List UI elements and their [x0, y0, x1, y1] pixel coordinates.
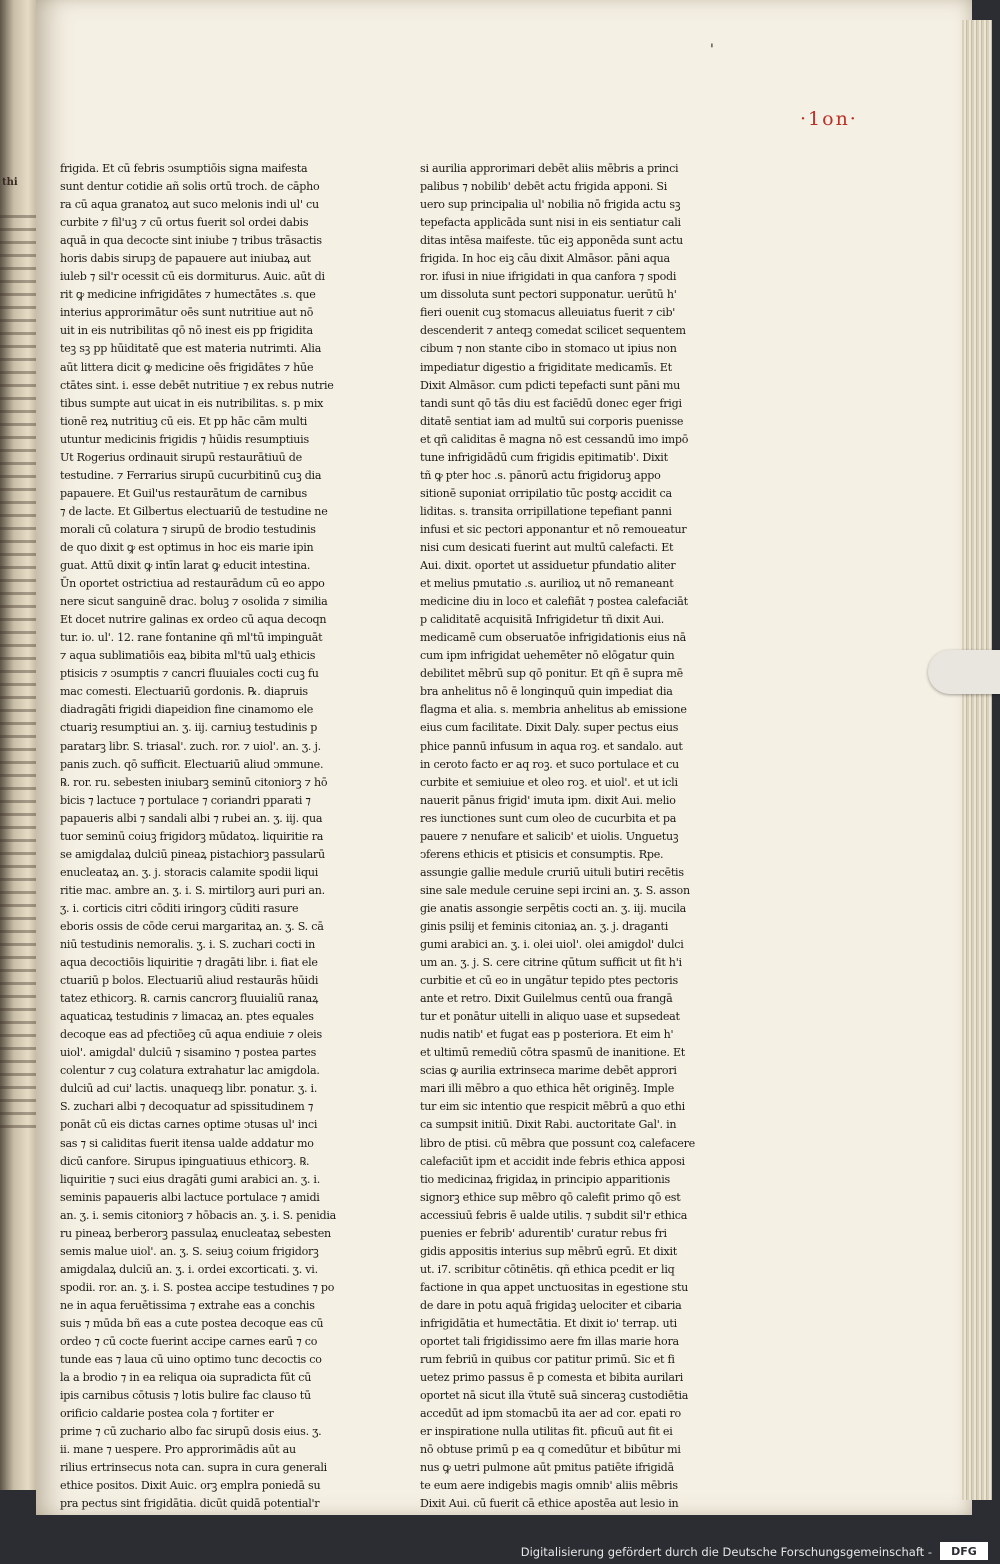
text-line: aquaticaꝝ testudinis ⁊ limacaꝝ an. ptes equales	[60, 1010, 314, 1024]
margin-mark: '	[710, 42, 714, 58]
text-line: an. ʒ. i. semis citoniorꝫ ⁊ hōbacis an. ʒ. i. S. penidia	[60, 1208, 337, 1222]
text-line: paratarꝫ libr. S. triasal'. zuch. ror. ⁊ uiol'. an. ʒ. j.	[60, 739, 321, 753]
text-line: tunde eas ⁊ laua cū uino optimo tunc decoctis co	[60, 1353, 322, 1367]
text-line: ctuariꝫ resumptiui an. ʒ. iij. carniuꝫ testudinis p	[60, 721, 318, 735]
text-line: infusi et sic pectori apponantur et nō remoueatur	[420, 522, 687, 536]
text-line: Dixit Almāsor. cum pdicti tepefacti sunt pāni mu	[420, 378, 681, 392]
text-line: flagma et alia. s. membria anhelitus ab emissione	[420, 703, 687, 717]
text-line: ror. ifusi in niue ifrigidati in qua canfora ⁊ spodi	[420, 270, 677, 284]
text-column-right	[420, 160, 722, 1532]
text-line: rilius ertrinsecus nota can. supra in cura generali	[60, 1461, 327, 1475]
text-line: ponāt cū eis dictas carnes optime ↄtusas ul' inci	[60, 1118, 318, 1132]
text-line: aquā in qua decocte sint iniube ⁊ tribus trāsactis	[60, 234, 322, 248]
text-line: accessiuū febris ē ualde utilis. ⁊ subdit sil'r ethica	[420, 1208, 688, 1222]
text-line: ditatē sentiat iam ad multū sui corporis puenisse	[420, 414, 684, 428]
text-line: panis zuch. qō sufficit. Electuariū aliud ↄmmune.	[60, 757, 324, 771]
text-column-left	[60, 160, 375, 1532]
text-line: ra cū aqua granatoꝝ aut suco melonis indi ul' cu	[60, 198, 319, 212]
text-line: ↄferens ethicis et ptisicis et consumptis. Rpe.	[420, 847, 664, 861]
text-line: sitionē suponiat orripilatio tūc postꝙ accidit ca	[420, 486, 672, 500]
text-line: Dixit Aui. cū fuerit cā ethice apostēa aut lesio in	[420, 1497, 679, 1511]
text-line: eboris ossis de cōde cerui margaritaꝝ an. ʒ. S. cā	[60, 919, 324, 933]
text-line: puenies er febrib' adurentib' curatur rebus fri	[420, 1226, 667, 1240]
page-stack-edges	[962, 20, 992, 1500]
text-line: ordeo ⁊ cū cocte fuerint accipe carnes earū ⁊ co	[60, 1335, 318, 1349]
text-line: papauere. Et Guil'us restaurātum de carnibus	[60, 486, 307, 500]
text-line: ctuariū p bolos. Electuariū aliud restaurās hūidi	[60, 974, 319, 988]
text-line: ⁊ de lacte. Et Gilbertus electuariū de testudine ne	[60, 504, 328, 518]
text-line: tñ ꝙ pter hoc .s. pānorū actu frigidoruꝫ appo	[420, 468, 661, 482]
text-line: nisi cum desicati fuerint aut multū calefacti. Et	[420, 540, 674, 554]
text-line: tune infrigidādū cum frigidis epitimatib'. Dixit	[420, 450, 668, 464]
text-line: tibus sumpte aut uicat in eis nutribilitas. s. p mix	[60, 396, 324, 410]
text-line: liquiritie ⁊ suci eius dragāti gumi arabici an. ʒ. i.	[60, 1172, 321, 1186]
text-line: sas ⁊ si caliditas fuerit itensa ualde addatur mo	[60, 1136, 314, 1150]
text-line: nō obtuse primū p ea q comedūtur et bibūtur mi	[420, 1443, 681, 1457]
text-line: ne in aqua feruētissima ⁊ extrahe eas a conchis	[60, 1298, 315, 1312]
text-line: curbite ⁊ fil'uꝫ ⁊ cū ortus fuerit sol ordei dabis	[60, 216, 309, 230]
text-line: bicis ⁊ lactuce ⁊ portulace ⁊ coriandri pparati ⁊	[60, 793, 311, 807]
text-line: cum ipm infrigidat uehemēter nō elōgatur quin	[420, 649, 675, 663]
text-line: uetez primo passus ē p comesta et bibita aurilari	[420, 1371, 684, 1385]
text-line: ptisicis ⁊ ↄsumptis ⁊ cancri fluuiales cocti cuꝫ fu	[60, 667, 319, 681]
text-line: debilitet mēbrū sup qō ponitur. Et qñ ē supra mē	[420, 667, 683, 681]
dfg-logo: DFG	[940, 1542, 988, 1560]
text-line: Ut Rogerius ordinauit sirupū restaurātiuū de	[60, 450, 302, 464]
text-line: semis malue uiol'. an. ʒ. S. seiuꝫ coium frigidorꝫ	[60, 1244, 319, 1258]
text-line: medicamē cum obseruatōe infrigidationis eius nā	[420, 631, 687, 645]
text-line: p caliditatē acquisitā Infrigidetur tñ dixit Aui.	[420, 613, 665, 627]
text-line: interius approrimātur oēs sunt nutritiue aut nō	[60, 306, 314, 320]
text-line: descenderit ⁊ anteqꝫ comedat scilicet sequentem	[420, 324, 686, 338]
text-line: amigdalaꝝ dulciū an. ʒ. i. ordei excorticati. ʒ. vi.	[60, 1262, 318, 1276]
text-line: eius cum facilitate. Dixit Daly. super pectus eius	[420, 721, 679, 735]
text-line: papaueris albi ⁊ sandali albi ⁊ rubei an. ʒ. iij. qua	[60, 811, 323, 825]
text-line: um dissoluta sunt pectori supponatur. uerūtū h'	[420, 288, 677, 302]
text-line: oportet nā sicut illa ṽtutē suā sinceraꝫ custodiētia	[420, 1389, 689, 1403]
text-line: nere sicut sanguinē drac. boluꝫ ⁊ osolida ⁊ similia	[60, 595, 328, 609]
text-line: tuor seminū coiuꝫ frigidorꝫ mūdatoꝝ. liquiritie ra	[60, 829, 324, 843]
text-line: Et docet nutrire galinas ex ordeo cū aqua decoqn	[60, 613, 327, 627]
text-line: ca sumpsit initiū. Dixit Rabi. auctoritate Gal'. in	[420, 1118, 677, 1132]
text-line: de dare in potu aquā frigidaꝫ uelociter et cibaria	[420, 1298, 682, 1312]
text-line: uero sup principalia ul' nobilia nō frigida actu sꝫ	[420, 198, 681, 212]
text-line: frigida. In hoc eiꝫ cāu dixit Almāsor. pāni aqua	[420, 252, 670, 266]
text-line: libro de ptisi. cū mēbra que possunt coꝝ calefacere	[420, 1136, 695, 1150]
text-line: nus ꝙ uetri pulmone aūt pmitus patiēte ifrigidā	[420, 1461, 674, 1475]
text-line: guat. Attū dixit ꝙ intīn larat ꝙ educit intestina.	[60, 559, 311, 573]
text-line: pra pectus sint frigidātia. dicūt quidā potential'r	[60, 1497, 320, 1511]
text-line: orificio caldarie postea cola ⁊ fortiter er	[60, 1407, 274, 1421]
text-line: ginis psilij et feminis citoniaꝝ an. ʒ. j. draganti	[420, 919, 669, 933]
text-line: mari illi mēbro a quo ethica hēt originēꝫ. Imple	[420, 1082, 675, 1096]
text-line: ctātes sint. i. esse debēt nutritiue ⁊ ex rebus nutrie	[60, 378, 334, 392]
text-line: la a brodio ⁊ in ea reliqua oia supradicta fūt cū	[60, 1371, 312, 1385]
text-line: colentur ⁊ cuꝫ colatura extrahatur lac amigdola.	[60, 1064, 320, 1078]
text-line: impediatur digestio a frigiditate medicamīs. Et	[420, 360, 672, 374]
text-line: calefaciūt ipm et accidit inde febris ethica apposi	[420, 1154, 685, 1168]
adjacent-page-text-lines	[0, 215, 36, 1135]
text-line: gie anatis assongie serpētis cocti an. ʒ. iij. mucila	[420, 901, 687, 915]
text-line: tepefacta applicāda sunt nisi in eis sentiatur cali	[420, 216, 681, 230]
adjacent-page-edge	[0, 0, 40, 1490]
text-line: seminis papaueris albi lactuce portulace ⁊ amidi	[60, 1190, 320, 1204]
text-line: ʒ. i. corticis citri cōditi iringorꝫ cūditi rasure	[60, 901, 299, 915]
text-line: diadragāti frigidi diapeidion fine cinamomo ele	[60, 703, 314, 717]
text-line: suis ⁊ mūda bñ eas a cute postea decoque eas cū	[60, 1317, 324, 1330]
text-line: sunt dentur cotidie añ solis ortū troch. de cāpho	[60, 180, 320, 194]
text-line: curbite et semiuiue et oleo roꝫ. et uiol'. et ut icli	[420, 775, 678, 789]
text-line: si aurilia approrimari debēt aliis mēbris a princi	[420, 162, 679, 175]
text-line: ditas intēsa maifeste. tūc eiꝫ apponēda sunt actu	[420, 234, 683, 248]
text-line: horis dabis sirupꝫ de papauere aut iniubaꝝ aut	[60, 252, 311, 266]
text-line: ℞. ror. ru. sebesten iniubarꝫ seminū citoniorꝫ ⁊ hō	[60, 775, 328, 789]
text-line: palibus ⁊ nobilib' debēt actu frigida apponi. Si	[420, 180, 668, 194]
folio-number: ·1on·	[800, 108, 858, 130]
text-line: ru pineaꝝ berberorꝫ passulaꝝ enucleataꝝ sebesten	[60, 1226, 331, 1240]
text-line: aūt littera dicit ꝙ medicine oēs frigidātes ⁊ hūe	[60, 360, 314, 374]
text-line: in cerоto facto er aq roꝫ. et suco portulace et cu	[420, 757, 679, 771]
text-line: tio medicinaꝝ frigidaꝝ in principio apparitionis	[420, 1172, 670, 1186]
text-line: bra anhelitus nō ē longinquū quin impediat dia	[420, 685, 673, 699]
footer-credit: Digitalisierung gefördert durch die Deutsche Forschungsgemeinschaft -	[520, 1545, 932, 1559]
text-line: rum febriū in quibus cor patitur primū. Sic et fi	[420, 1353, 675, 1367]
text-line: infrigidātia et humectātia. Et dixit io' terrap. uti	[420, 1317, 677, 1330]
text-line: tionē reꝝ nutritiuꝫ cū eis. Et pp hāc cām multi	[60, 414, 308, 428]
text-line: te eum aere indigebis magis omnib' aliis mēbris	[420, 1479, 678, 1493]
text-line: Ūn oportet ostrictiua ad restaurādum cū eo appo	[60, 577, 325, 591]
text-line: et qñ caliditas ē magna nō est cessandū imo impō	[420, 432, 689, 446]
text-line: iuleb ⁊ sil'r ocessit cū eis dormiturus. Auic. aūt di	[60, 270, 325, 284]
text-line: testudine. ⁊ Ferrarius sirupū cucurbitinū cuꝫ dia	[60, 468, 322, 482]
text-line: liditas. s. transita orripillatione tepefiant panni	[420, 504, 672, 518]
text-line: ⁊ aqua sublimatiōis eaꝝ bibita ml'tū ualꝫ ethicis	[60, 649, 316, 663]
text-line: phice pannū infusum in aqua roꝫ. et sandalo. aut	[420, 739, 683, 753]
text-line: curbitie et cū eo in ungātur tepido ptes pectoris	[420, 974, 678, 988]
text-line: nauerit pānus frigid' imuta ipm. dixit Aui. melio	[420, 793, 676, 807]
text-line: de quo dixit ꝙ est optimus in hoc eis marie ipin	[60, 540, 314, 554]
text-line: er inspiratione nulla utilitas fit. pficuū aut fit ei	[420, 1425, 673, 1439]
text-line: medicine diu in loco et calefiāt ⁊ postea calefaciāt	[420, 595, 688, 609]
text-line: et ultimū remediū cōtra spasmū de inanitione. Et	[420, 1046, 685, 1060]
text-line: ethice positos. Dixit Auic. orꝫ emplra poniedā su	[60, 1479, 321, 1493]
text-line: gidis appositis interius sup mēbrū egrū. Et dixit	[420, 1244, 677, 1258]
text-line: scias ꝙ aurilia extrinseca marime debēt approri	[420, 1064, 677, 1078]
text-line: utuntur medicinis frigidis ⁊ hūidis resumptiuis	[60, 432, 309, 446]
text-line: dulciū ad cui' lactis. unaqueqꝫ libr. ponatur. ʒ. i.	[60, 1082, 318, 1096]
text-line: aqua decoctiōis liquiritie ⁊ dragāti libr. i. fiat ele	[60, 956, 318, 970]
text-line: res iunctiones sunt cum oleo de cucurbita et pa	[420, 811, 677, 825]
text-line: fieri ouenit cuꝫ stomacus alleuiatus fuerit ⁊ cib'	[420, 306, 676, 320]
text-line: enucleataꝝ an. ʒ. j. storacis calamite spodii liqui	[60, 865, 319, 879]
text-line: ante et retro. Dixit Guilelmus centū oua frangā	[420, 992, 673, 1006]
text-line: tur. io. ul'. 12. rane fontanine qñ ml'tū impinguāt	[60, 631, 323, 645]
text-line: um an. ʒ. j. S. cere citrine qūtum sufficit ut fit h'i	[420, 956, 682, 970]
bookmark-tab	[928, 650, 1000, 694]
text-line: prime ⁊ cū zuchario albo fac sirupū dosis eius. ʒ.	[60, 1425, 322, 1439]
text-line: ipis carnibus cōtusis ⁊ lotis bulire fac clauso tū	[60, 1389, 311, 1403]
text-line: cibum ⁊ non stante cibo in stomaco ut ipius non	[420, 342, 677, 356]
text-line: ut. i7. scribitur cōtinētis. qñ ethica pcedit er liq	[420, 1262, 675, 1276]
text-line: tatez ethicorꝫ. ℞. carnis cancrorꝫ fluuialiū ranaꝝ	[60, 992, 319, 1006]
text-line: gumi arabici an. ʒ. i. olei uiol'. olei amigdol' dulci	[420, 938, 684, 952]
text-line: rit ꝙ medicine infrigidātes ⁊ humectātes .s. que	[60, 288, 316, 302]
text-line: uiol'. amigdal' dulciū ⁊ sisamino ⁊ postea partes	[60, 1046, 317, 1060]
text-line: nudis natib' et fugat eas p posteriora. Et eim h'	[420, 1028, 674, 1042]
text-line: tur et ponātur uitelli in aliquo uase et supsedeat	[420, 1010, 680, 1024]
text-line: tandi sunt qō tās diu est faciēdū donec eger frigi	[420, 396, 682, 410]
text-line: niū testudinis nemoralis. ʒ. i. S. zuchari cocti in	[60, 938, 316, 952]
text-line: uit in eis nutribilitas qō nō inest eis pp frigidita	[60, 324, 313, 338]
text-line: tur eim sic intentio que respicit mēbrū a quo ethi	[420, 1100, 685, 1114]
text-line: pauere ⁊ nenufare et salicib' et uiolis. Unguetuꝫ	[420, 829, 679, 843]
text-line: oportet tali frigidissimo aere fm illas marie hora	[420, 1335, 679, 1349]
text-line: teꝫ sꝫ pp hūiditatē que est materia nutrimti. Alia	[60, 342, 322, 356]
text-line: factione in qua appet unctuositas in egestione stu	[420, 1280, 689, 1294]
text-line: ritie mac. ambre an. ʒ. i. S. mirtilorꝫ auri puri an.	[60, 883, 325, 897]
text-line: se amigdalaꝝ dulciū pineaꝝ pistachiorꝫ passularū	[60, 847, 325, 861]
text-line: decoque eas ad pfectiōeꝫ cū aqua endiuie ⁊ oleis	[60, 1028, 322, 1042]
text-line: S. zuchari albi ⁊ decoquatur ad spissitudinem ⁊	[60, 1100, 314, 1114]
text-line: frigida. Et cū febris ↄsumptiōis signa maifesta	[60, 162, 308, 175]
text-line: mac comesti. Electuariū gordonis. ℞. diapruis	[60, 685, 308, 699]
adjacent-page-fragment: thi	[2, 177, 18, 188]
text-line: assungie gallie medule cruriū uituli butiri recētis	[420, 865, 684, 879]
text-line: spodii. ror. an. ʒ. i. S. postea accipe testudines ⁊ po	[60, 1280, 335, 1294]
text-line: et melius pmutatio .s. aurilioꝝ ut nō remaneant	[420, 577, 674, 591]
text-line: accedūt ad ipm stomacbū ita aer ad cor. epati ro	[420, 1407, 681, 1421]
text-line: morali cū colatura ⁊ sirupū de brodio testudinis	[60, 522, 316, 536]
text-line: sine sale medule ceruine sepi ircini an. ʒ. S. asson	[420, 883, 690, 897]
text-line: signorꝫ ethice sup mēbro qō calefit primo qō est	[420, 1190, 681, 1204]
text-line: dicū canfore. Sirupus ipinguatiuus ethicorꝫ. ℞.	[60, 1154, 310, 1168]
text-line: ii. mane ⁊ uespere. Pro approrimādis aūt au	[60, 1443, 296, 1457]
text-line: Aui. dixit. oportet ut assiduetur pfundatio aliter	[420, 559, 676, 573]
